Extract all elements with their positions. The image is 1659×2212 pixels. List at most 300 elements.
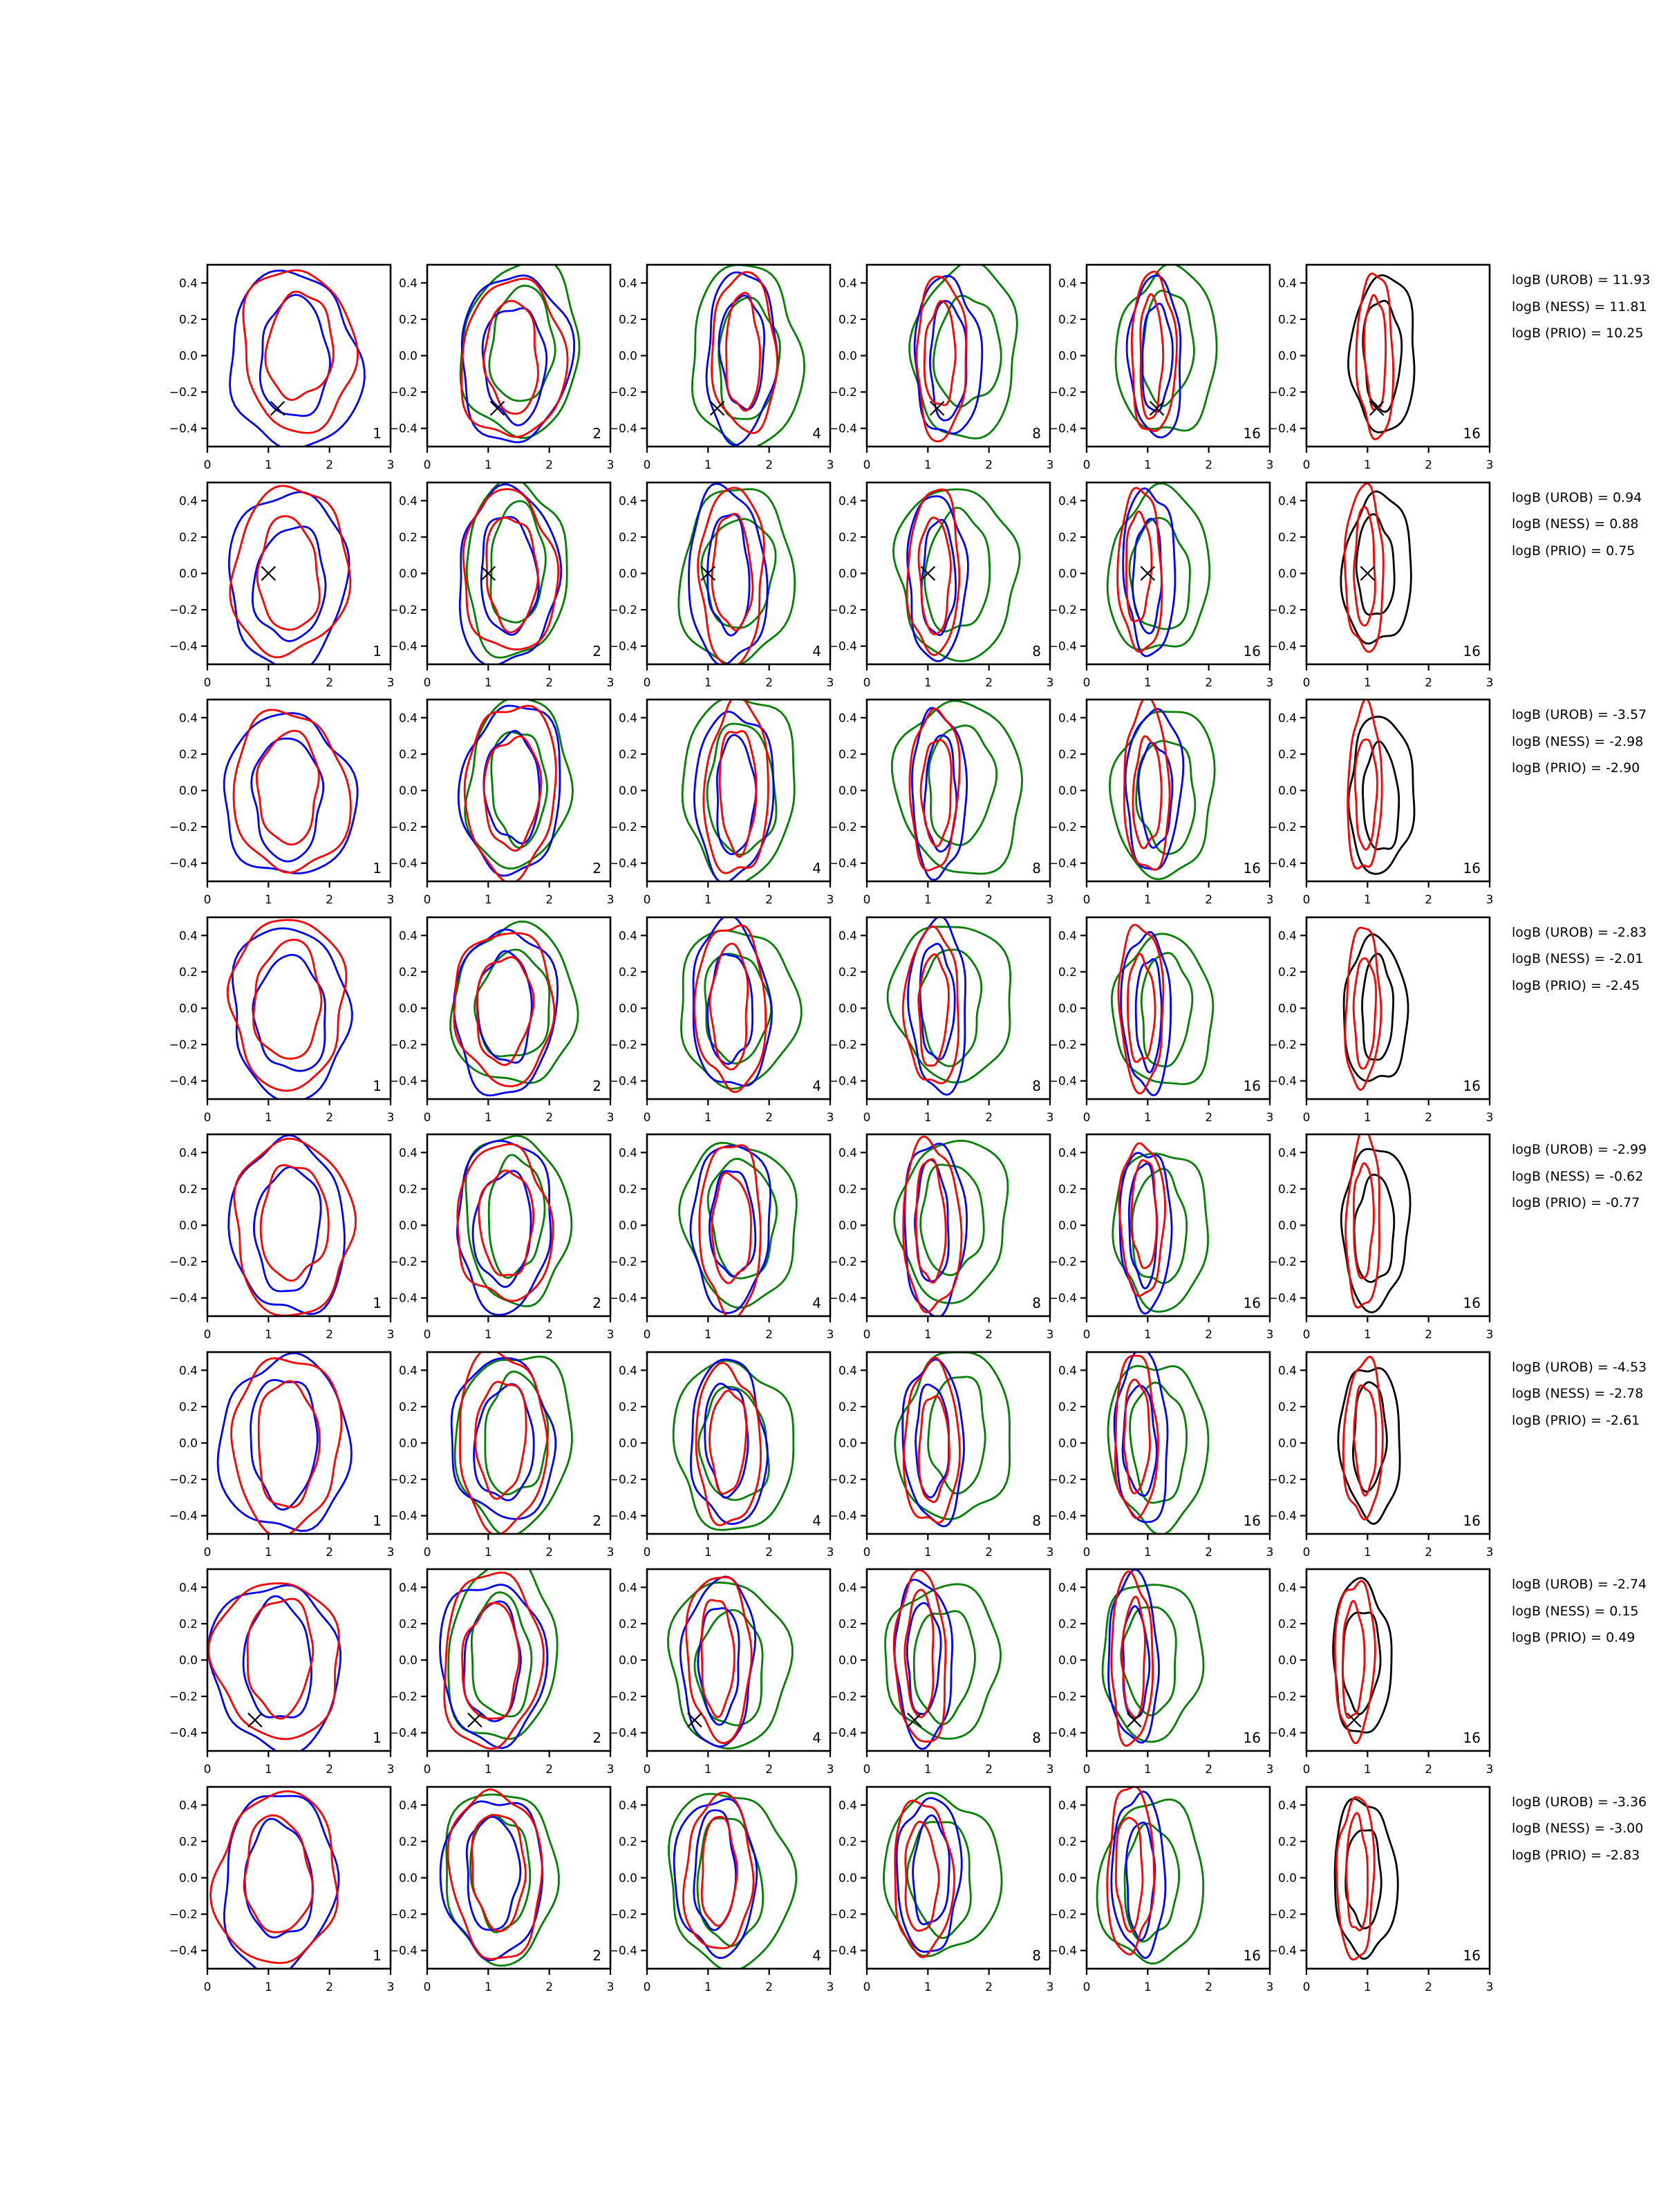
red-contour-inner (1353, 1163, 1374, 1278)
x-tick-label: 2 (1205, 458, 1213, 472)
blue-contour-inner (243, 1596, 312, 1717)
green-contour-inner (489, 1155, 545, 1278)
y-tick-label: 0.4 (1277, 1146, 1297, 1161)
x-tick-label: 2 (1425, 675, 1433, 690)
y-tick-label: 0.4 (398, 1363, 418, 1378)
y-tick-label: −0.4 (169, 1074, 198, 1089)
x-tick-label: 1 (704, 1328, 712, 1342)
x-tick-label: 3 (386, 1763, 395, 1777)
y-tick-label: −0.4 (1268, 1509, 1297, 1524)
y-tick-label: −0.2 (388, 1472, 418, 1487)
axes-frame (207, 700, 391, 881)
x-marker (1360, 566, 1374, 580)
x-tick-label: 1 (1363, 458, 1371, 472)
panel-r2c1 (159, 474, 409, 690)
y-tick-label: −0.4 (1048, 1726, 1077, 1741)
y-tick-label: −0.2 (388, 1690, 418, 1705)
x-tick-label: 1 (1143, 893, 1152, 907)
y-tick-label: 0.4 (178, 711, 198, 726)
logb-annotation: logB (UROB) = 11.93 (1512, 272, 1651, 288)
x-tick-label: 0 (423, 1545, 431, 1559)
y-tick-label: 0.2 (618, 1617, 637, 1631)
y-tick-label: −0.4 (1268, 422, 1297, 436)
x-tick-label: 0 (1302, 458, 1311, 472)
panel-r5c4 (818, 1126, 1069, 1342)
logb-annotation-block (1512, 1571, 1659, 1651)
y-tick-label: −0.2 (388, 603, 418, 617)
y-tick-label: 0.0 (838, 784, 857, 798)
logb-annotation: logB (UROB) = -2.83 (1512, 924, 1647, 940)
x-tick-label: 2 (545, 1763, 554, 1777)
axes-frame (427, 265, 610, 447)
y-tick-label: −0.2 (169, 1690, 198, 1705)
x-tick-label: 1 (924, 1328, 932, 1342)
panel-count-label: 2 (592, 860, 601, 877)
x-tick-label: 1 (1363, 1980, 1371, 1994)
x-tick-label: 0 (1082, 893, 1091, 907)
panel-r7c6 (1258, 1561, 1508, 1777)
panel-count-label: 16 (1243, 1730, 1261, 1746)
panel-count-label: 2 (592, 1512, 601, 1529)
y-tick-label: −0.4 (388, 422, 418, 436)
x-tick-label: 3 (1266, 1980, 1274, 1994)
y-tick-label: −0.4 (1048, 1509, 1077, 1524)
x-tick-label: 2 (545, 1110, 554, 1125)
y-tick-label: −0.2 (169, 821, 198, 835)
x-tick-label: 2 (326, 675, 334, 690)
y-tick-label: −0.2 (1048, 1255, 1077, 1270)
axes-frame (1087, 265, 1270, 447)
y-tick-label: 0.4 (178, 1798, 198, 1812)
y-tick-label: −0.4 (828, 422, 857, 436)
y-tick-label: 0.0 (1058, 567, 1077, 581)
x-tick-label: 3 (386, 1545, 395, 1559)
axes-frame (647, 1134, 830, 1316)
y-tick-label: −0.2 (1268, 1690, 1297, 1705)
y-tick-label: −0.4 (388, 1726, 418, 1741)
panel-count-label: 4 (812, 1077, 821, 1094)
y-tick-label: −0.4 (828, 1509, 857, 1524)
panel-count-label: 1 (373, 860, 382, 877)
y-tick-label: −0.2 (608, 1907, 637, 1922)
panel-r1c6 (1258, 256, 1508, 472)
panel-r5c5 (1038, 1126, 1288, 1342)
panel-count-label: 1 (373, 1295, 382, 1311)
y-tick-label: 0.0 (1277, 1219, 1297, 1233)
panel-count-label: 1 (373, 1077, 382, 1094)
y-tick-label: 0.2 (398, 1400, 418, 1414)
y-tick-label: −0.2 (1048, 1907, 1077, 1922)
x-tick-label: 2 (1425, 1545, 1433, 1559)
y-tick-label: 0.0 (398, 1871, 418, 1885)
red-contour-inner (1355, 740, 1377, 850)
panel-count-label: 2 (592, 1295, 601, 1311)
y-tick-label: 0.2 (838, 530, 857, 545)
green-contour-outer (466, 1136, 572, 1306)
x-tick-label: 1 (1363, 1763, 1371, 1777)
y-tick-label: 0.2 (178, 965, 198, 980)
y-tick-label: −0.2 (608, 603, 637, 617)
x-tick-label: 1 (924, 458, 932, 472)
panel-r4c3 (599, 909, 849, 1125)
y-tick-label: −0.2 (1268, 1038, 1297, 1052)
y-tick-label: 0.2 (398, 965, 418, 980)
x-tick-label: 1 (704, 893, 712, 907)
y-tick-label: 0.0 (398, 1219, 418, 1233)
x-tick-label: 0 (1082, 458, 1091, 472)
panel-r6c3 (599, 1344, 849, 1559)
y-tick-label: 0.2 (398, 1182, 418, 1197)
panel-r1c5 (1038, 256, 1288, 472)
panel-count-label: 16 (1243, 1947, 1261, 1964)
y-tick-label: 0.4 (178, 928, 198, 943)
x-tick-label: 1 (264, 1980, 272, 1994)
x-tick-label: 0 (203, 675, 212, 690)
green-contour-outer (679, 1143, 797, 1308)
x-tick-label: 2 (545, 675, 554, 690)
x-tick-label: 1 (1143, 675, 1152, 690)
panel-count-label: 16 (1463, 1077, 1481, 1094)
y-tick-label: 0.4 (618, 711, 637, 726)
y-tick-label: 0.2 (1058, 1617, 1077, 1631)
y-tick-label: 0.4 (838, 928, 857, 943)
x-tick-label: 3 (1485, 675, 1494, 690)
panel-count-label: 2 (592, 1077, 601, 1094)
y-tick-label: 0.4 (398, 494, 418, 508)
x-tick-label: 3 (826, 1545, 834, 1559)
blue-contour-inner (717, 735, 756, 854)
y-tick-label: 0.2 (178, 312, 198, 327)
x-tick-label: 2 (545, 458, 554, 472)
x-tick-label: 2 (545, 1545, 554, 1559)
y-tick-label: 0.2 (398, 1835, 418, 1849)
y-tick-label: 0.4 (1058, 1146, 1077, 1161)
y-tick-label: −0.2 (169, 386, 198, 400)
y-tick-label: 0.4 (178, 1146, 198, 1161)
x-tick-label: 2 (326, 893, 334, 907)
x-tick-label: 0 (1082, 1110, 1091, 1125)
y-tick-label: 0.0 (178, 1219, 198, 1233)
x-tick-label: 1 (264, 675, 272, 690)
red-contour-inner (1122, 1597, 1145, 1718)
y-tick-label: −0.2 (828, 1907, 857, 1922)
x-tick-label: 0 (1082, 1328, 1091, 1342)
panel-count-label: 4 (812, 1730, 821, 1746)
x-tick-label: 3 (606, 893, 615, 907)
blue-contour-outer (440, 1801, 543, 1960)
red-contour-inner (472, 1815, 526, 1931)
panel-r2c5 (1038, 474, 1288, 690)
green-contour-inner (919, 949, 982, 1066)
y-tick-label: 0.0 (1058, 1436, 1077, 1450)
y-tick-label: 0.2 (1277, 1835, 1297, 1849)
x-tick-label: 1 (924, 893, 932, 907)
x-tick-label: 2 (326, 1763, 334, 1777)
x-tick-label: 3 (1046, 1110, 1054, 1125)
panel-count-label: 16 (1243, 642, 1261, 659)
y-tick-label: −0.2 (608, 1472, 637, 1487)
panel-r2c4 (818, 474, 1069, 690)
y-tick-label: 0.0 (838, 1219, 857, 1233)
red-contour-inner (256, 731, 319, 845)
y-tick-label: 0.4 (838, 1146, 857, 1161)
y-tick-label: 0.2 (1277, 965, 1297, 980)
logb-annotation: logB (PRIO) = -2.61 (1512, 1412, 1640, 1428)
red-contour-outer (234, 710, 350, 872)
x-tick-label: 3 (1046, 1328, 1054, 1342)
x-tick-label: 1 (924, 1763, 932, 1777)
y-tick-label: 0.0 (1277, 567, 1297, 581)
y-tick-label: 0.4 (178, 494, 198, 508)
x-tick-label: 2 (985, 675, 993, 690)
y-tick-label: −0.2 (1048, 1472, 1077, 1487)
y-tick-label: −0.2 (828, 1690, 857, 1705)
y-tick-label: −0.4 (608, 1291, 637, 1306)
y-tick-label: 0.4 (178, 1363, 198, 1378)
panel-r5c6 (1258, 1126, 1508, 1342)
panel-count-label: 8 (1032, 1077, 1041, 1094)
red-contour-inner (244, 1815, 313, 1932)
logb-annotation: logB (PRIO) = -0.77 (1512, 1195, 1640, 1210)
green-contour-outer (1113, 1154, 1208, 1312)
y-tick-label: 0.2 (398, 747, 418, 762)
x-marker (248, 1713, 262, 1727)
x-tick-label: 0 (423, 675, 431, 690)
panel-r3c2 (379, 691, 629, 907)
x-tick-label: 1 (484, 1328, 492, 1342)
x-tick-label: 1 (264, 458, 272, 472)
y-tick-label: −0.2 (1268, 1472, 1297, 1487)
y-tick-label: −0.2 (169, 603, 198, 617)
x-tick-label: 3 (826, 1980, 834, 1994)
green-contour-outer (451, 921, 579, 1083)
x-tick-label: 1 (704, 1545, 712, 1559)
x-tick-label: 0 (203, 1763, 212, 1777)
logb-annotation: logB (PRIO) = 10.25 (1512, 326, 1644, 341)
y-tick-label: −0.4 (388, 856, 418, 871)
x-tick-label: 0 (423, 1980, 431, 1994)
x-tick-label: 0 (863, 1110, 871, 1125)
panel-r8c4 (818, 1779, 1069, 1994)
panel-r8c3 (599, 1779, 849, 1994)
black-contour-outer (1335, 1799, 1398, 1959)
axes-frame (1306, 482, 1490, 664)
x-tick-label: 3 (386, 1110, 395, 1125)
y-tick-label: −0.4 (1048, 422, 1077, 436)
x-marker (1127, 1713, 1141, 1727)
y-tick-label: 0.4 (618, 1363, 637, 1378)
y-tick-label: 0.2 (178, 1835, 198, 1849)
blue-contour-inner (252, 526, 326, 641)
y-tick-label: 0.2 (1277, 1400, 1297, 1414)
x-tick-label: 1 (484, 1980, 492, 1994)
y-tick-label: 0.2 (398, 312, 418, 327)
red-contour-inner (919, 954, 948, 1065)
logb-annotation-block (1512, 485, 1659, 565)
y-tick-label: −0.4 (1268, 639, 1297, 654)
y-tick-label: −0.4 (388, 1074, 418, 1089)
y-tick-label: 0.2 (618, 1400, 637, 1414)
y-tick-label: −0.4 (169, 1726, 198, 1741)
y-tick-label: 0.2 (1277, 747, 1297, 762)
x-tick-label: 2 (326, 1545, 334, 1559)
x-tick-label: 3 (1485, 1328, 1494, 1342)
panel-count-label: 8 (1032, 425, 1041, 442)
x-tick-label: 3 (1266, 458, 1274, 472)
x-tick-label: 2 (1205, 1328, 1213, 1342)
x-tick-label: 0 (643, 1110, 651, 1125)
red-contour-inner (254, 939, 322, 1058)
y-tick-label: 0.4 (618, 276, 637, 291)
panel-r3c5 (1038, 691, 1288, 907)
red-contour-inner (919, 1396, 949, 1501)
x-tick-label: 2 (985, 1763, 993, 1777)
panel-count-label: 16 (1463, 642, 1481, 659)
axes-frame (427, 1134, 610, 1316)
panel-count-label: 16 (1243, 1295, 1261, 1311)
x-tick-label: 2 (1205, 675, 1213, 690)
x-tick-label: 3 (826, 675, 834, 690)
x-tick-label: 1 (924, 1980, 932, 1994)
panel-r8c1 (159, 1779, 409, 1994)
y-tick-label: −0.2 (388, 1255, 418, 1270)
y-tick-label: 0.0 (178, 349, 198, 364)
logb-annotation: logB (UROB) = 0.94 (1512, 489, 1642, 505)
y-tick-label: 0.4 (1277, 276, 1297, 291)
y-tick-label: 0.2 (838, 1835, 857, 1849)
y-tick-label: −0.2 (388, 821, 418, 835)
y-tick-label: 0.2 (1277, 530, 1297, 545)
panel-r6c2 (379, 1344, 629, 1559)
x-tick-label: 3 (826, 893, 834, 907)
x-tick-label: 1 (484, 1545, 492, 1559)
panel-count-label: 4 (812, 860, 821, 877)
logb-annotation-block (1512, 1354, 1659, 1434)
x-tick-label: 0 (423, 458, 431, 472)
logb-annotation-block (1512, 1789, 1659, 1869)
x-tick-label: 3 (606, 1110, 615, 1125)
x-tick-label: 3 (386, 458, 395, 472)
blue-contour-inner (245, 1819, 312, 1938)
panel-count-label: 4 (812, 1295, 821, 1311)
panel-r1c2 (379, 256, 629, 472)
y-tick-label: 0.2 (618, 1835, 637, 1849)
x-tick-label: 1 (704, 458, 712, 472)
x-tick-label: 2 (1425, 458, 1433, 472)
x-tick-label: 0 (1302, 1328, 1311, 1342)
y-tick-label: 0.0 (618, 1002, 637, 1015)
y-tick-label: 0.4 (1277, 1798, 1297, 1812)
y-tick-label: 0.2 (1058, 1400, 1077, 1414)
y-tick-label: −0.2 (828, 1472, 857, 1487)
axes-frame (647, 482, 830, 664)
y-tick-label: −0.4 (1268, 856, 1297, 871)
x-marker (271, 402, 285, 415)
blue-contour-outer (224, 713, 357, 874)
y-tick-label: −0.4 (388, 639, 418, 654)
panel-r6c4 (818, 1344, 1069, 1559)
panel-r7c5 (1038, 1561, 1288, 1777)
blue-contour-outer (1120, 1153, 1172, 1314)
panel-count-label: 16 (1243, 1512, 1261, 1529)
x-tick-label: 3 (1485, 1545, 1494, 1559)
green-contour-inner (475, 949, 550, 1056)
red-contour-outer (695, 925, 766, 1091)
red-contour-inner (712, 514, 753, 630)
x-tick-label: 1 (704, 1763, 712, 1777)
logb-annotation: logB (UROB) = -4.53 (1512, 1359, 1647, 1375)
panel-r1c1 (159, 256, 409, 472)
red-contour-outer (704, 695, 769, 873)
y-tick-label: 0.0 (838, 567, 857, 581)
x-tick-label: 0 (863, 893, 871, 907)
y-tick-label: 0.2 (838, 747, 857, 762)
y-tick-label: 0.2 (838, 312, 857, 327)
logb-annotation: logB (NESS) = -0.62 (1512, 1168, 1644, 1184)
x-tick-label: 1 (1143, 1545, 1152, 1559)
y-tick-label: −0.4 (828, 1074, 857, 1089)
x-tick-label: 0 (423, 1110, 431, 1125)
x-tick-label: 1 (1143, 1980, 1152, 1994)
y-tick-label: 0.4 (398, 1146, 418, 1161)
y-tick-label: −0.2 (828, 603, 857, 617)
blue-contour-inner (251, 1380, 318, 1510)
axes-frame (1306, 1352, 1490, 1534)
x-tick-label: 3 (1485, 458, 1494, 472)
x-tick-label: 3 (1485, 1763, 1494, 1777)
x-tick-label: 2 (985, 1545, 993, 1559)
y-tick-label: 0.4 (1058, 1363, 1077, 1378)
x-tick-label: 1 (484, 1110, 492, 1125)
y-tick-label: 0.2 (838, 1182, 857, 1197)
x-tick-label: 1 (264, 1545, 272, 1559)
y-tick-label: −0.4 (828, 1944, 857, 1958)
y-tick-label: −0.2 (1268, 1907, 1297, 1922)
red-contour-inner (1342, 1601, 1365, 1718)
y-tick-label: 0.0 (1058, 1871, 1077, 1885)
panel-r3c4 (818, 691, 1069, 907)
y-tick-label: 0.2 (618, 530, 637, 545)
panel-r5c2 (379, 1126, 629, 1342)
y-tick-label: −0.4 (608, 1944, 637, 1958)
y-tick-label: −0.4 (1048, 1291, 1077, 1306)
y-tick-label: 0.2 (178, 1182, 198, 1197)
y-tick-label: 0.2 (1058, 1182, 1077, 1197)
y-tick-label: 0.0 (838, 1653, 857, 1668)
x-tick-label: 3 (606, 458, 615, 472)
panel-count-label: 8 (1032, 1947, 1041, 1964)
black-contour-outer (1333, 1578, 1392, 1733)
x-tick-label: 3 (606, 675, 615, 690)
x-tick-label: 0 (1082, 1763, 1091, 1777)
x-tick-label: 0 (643, 1763, 651, 1777)
y-tick-label: 0.0 (618, 1653, 637, 1668)
x-tick-label: 2 (326, 1110, 334, 1125)
axes-frame (1087, 1352, 1270, 1534)
y-tick-label: −0.4 (608, 639, 637, 654)
logb-annotation: logB (NESS) = 0.15 (1512, 1603, 1639, 1619)
x-tick-label: 2 (765, 675, 774, 690)
panel-r5c1 (159, 1126, 409, 1342)
logb-annotation: logB (NESS) = 0.88 (1512, 516, 1639, 532)
panel-r3c6 (1258, 691, 1508, 907)
panel-count-label: 16 (1463, 1947, 1481, 1964)
x-tick-label: 3 (1485, 893, 1494, 907)
x-tick-label: 1 (1363, 675, 1371, 690)
x-tick-label: 2 (765, 1328, 774, 1342)
y-tick-label: 0.4 (618, 1146, 637, 1161)
x-tick-label: 2 (765, 1763, 774, 1777)
